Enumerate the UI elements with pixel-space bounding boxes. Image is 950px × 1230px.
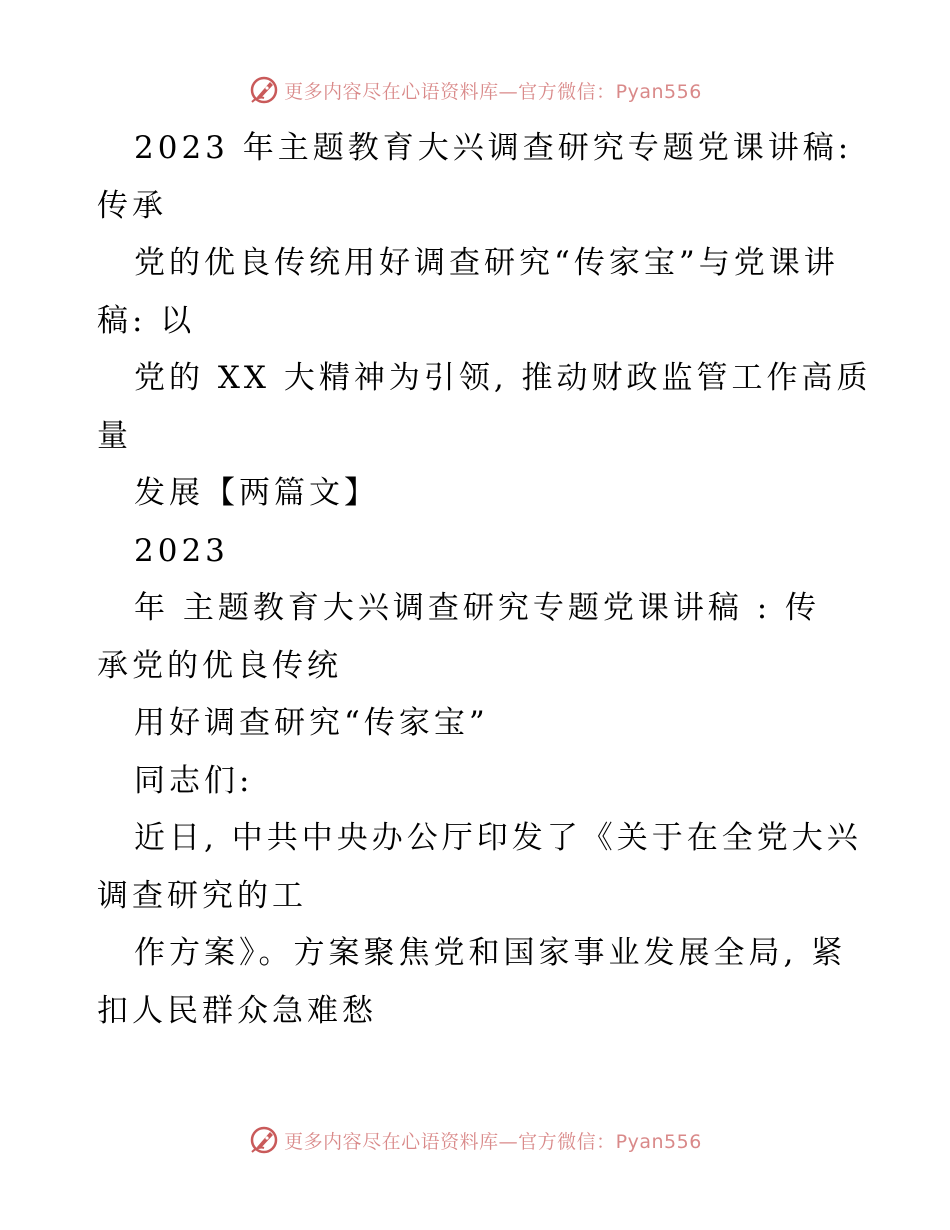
footer-watermark (0, 1120, 950, 1160)
body-line: 近日, 中共中央办公厅印发了《关于在全党大兴 (134, 820, 862, 856)
body-line: 用好调查研究“传家宝” (134, 705, 489, 741)
body-line: 发展【两篇文】 (134, 475, 379, 511)
body-line: 2023 年主题教育大兴调查研究专题党课讲稿: (134, 130, 853, 166)
document-body (97, 120, 872, 1040)
header-watermark (0, 70, 950, 110)
body-line: 承党的优良传统 (97, 647, 342, 684)
body-line: 传承 (97, 187, 167, 224)
body-line: 同志们: (134, 762, 254, 799)
pen-nib-circle-icon (248, 1124, 280, 1156)
body-line: 扣人民群众急难愁 (97, 992, 377, 1029)
body-line: 调查研究的工 (97, 877, 307, 914)
body-line: 稿: 以 (97, 302, 196, 339)
body-line: 党的 XX 大精神为引领, 推动财政监管工作高质 (134, 360, 872, 396)
body-line: 2023 (134, 532, 229, 569)
body-line: 党的优良传统用好调查研究“传家宝”与党课讲 (134, 245, 839, 281)
body-line: 作方案》。方案聚焦党和国家事业发展全局, 紧 (134, 935, 847, 971)
watermark-text: 更多内容尽在心语资料库—官方微信：Pyan556 (284, 80, 702, 103)
pen-nib-circle-icon (248, 74, 280, 106)
body-line: 年 主题教育大兴调查研究专题党课讲稿 : 传 (134, 590, 821, 626)
body-line: 量 (97, 417, 132, 454)
watermark-text: 更多内容尽在心语资料库—官方微信：Pyan556 (284, 1130, 702, 1153)
